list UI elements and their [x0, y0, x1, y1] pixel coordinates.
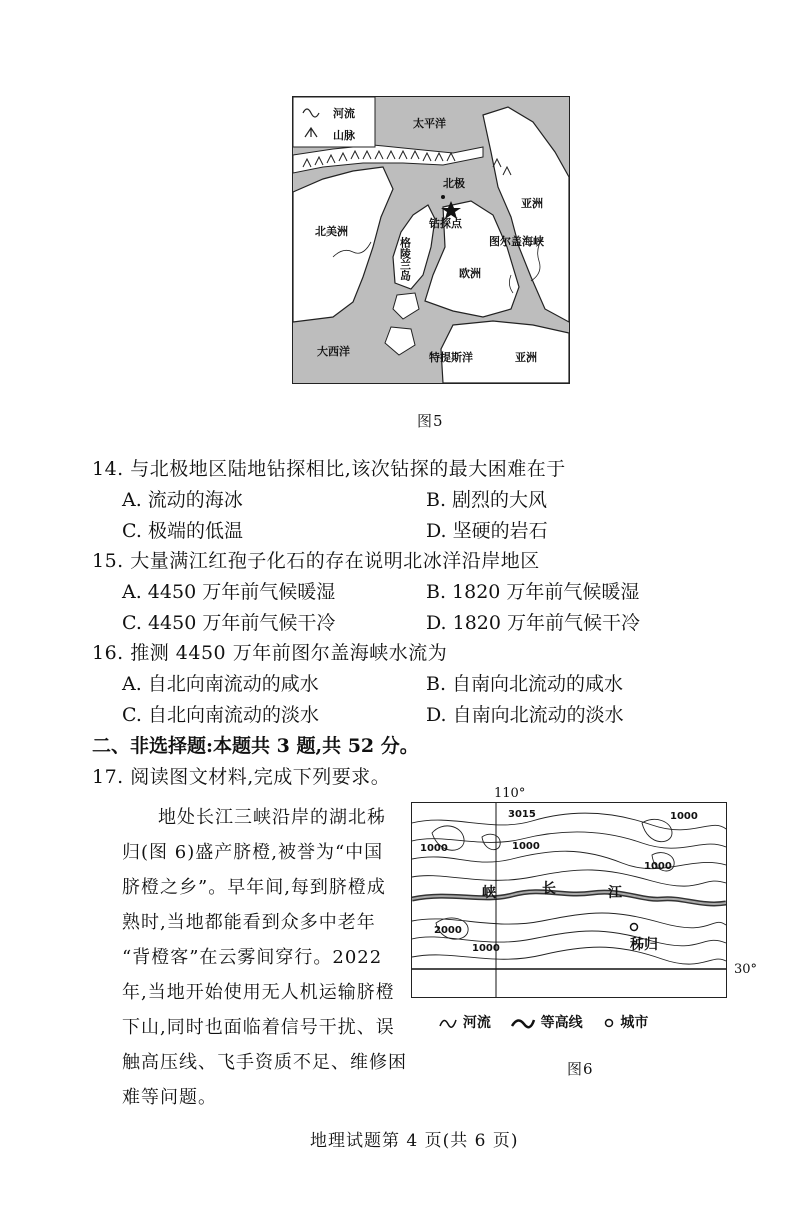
question-14-option-c[interactable]: C. 极端的低温 — [122, 520, 243, 542]
question-14-stem: 14. 与北极地区陆地钻探相比,该次钻探的最大困难在于 — [92, 458, 566, 480]
figure-6-legend — [438, 1012, 648, 1032]
north-pole-marker — [441, 195, 445, 199]
longitude-110-label: 110° — [494, 786, 526, 801]
north-america-label: 北美洲 — [315, 225, 348, 238]
drill-site-label: 钻探点 — [429, 217, 462, 230]
section-2-heading: 二、非选择题:本题共 3 题,共 52 分。 — [92, 735, 419, 757]
elevation-label: 1000 — [512, 841, 540, 852]
tethys-ocean-label: 特提斯洋 — [429, 351, 473, 364]
river-name-char: 江 — [608, 885, 622, 901]
question-15-option-d[interactable]: D. 1820 万年前气候干冷 — [426, 612, 641, 634]
contour-map-svg — [412, 803, 726, 997]
page-footer: 地理试题第 4 页(共 6 页) — [310, 1131, 519, 1151]
question-15-stem: 15. 大量满江红孢子化石的存在说明北冰洋沿岸地区 — [92, 550, 540, 572]
question-16-option-a[interactable]: A. 自北向南流动的咸水 — [122, 673, 319, 695]
question-16-option-d[interactable]: D. 自南向北流动的淡水 — [426, 704, 624, 726]
north-pole-label: 北极 — [443, 177, 465, 190]
legend-river: 河流 — [462, 1015, 491, 1031]
question-16-option-c[interactable]: C. 自北向南流动的淡水 — [122, 704, 319, 726]
atlantic-ocean-label: 大西洋 — [317, 345, 350, 358]
city-legend-icon — [602, 1016, 616, 1030]
question-15-option-c[interactable]: C. 4450 万年前气候干冷 — [122, 612, 336, 634]
passage-line: 熟时,当地都能看到众多中老年 — [122, 912, 376, 933]
arctic-paleo-map — [293, 97, 569, 383]
latitude-30-label: 30° — [734, 962, 758, 977]
legend-contour: 等高线 — [540, 1015, 583, 1031]
legend-mountain-label: 山脉 — [333, 129, 355, 142]
elevation-label: 2000 — [434, 925, 462, 936]
question-15-option-a[interactable]: A. 4450 万年前气候暖湿 — [122, 581, 336, 603]
contour-legend-icon — [510, 1016, 536, 1030]
elevation-label: 1000 — [472, 943, 500, 954]
passage-line: 下山,同时也面临着信号干扰、误 — [122, 1017, 395, 1038]
asia-south-label: 亚洲 — [515, 351, 537, 364]
question-14-option-b[interactable]: B. 剧烈的大风 — [426, 489, 548, 511]
figure-6-caption: 图6 — [567, 1060, 594, 1078]
passage-line: 脐橙之乡”。早年间,每到脐橙成 — [122, 877, 386, 898]
question-17-passage — [122, 800, 412, 1115]
passage-line: 归(图 6)盛产脐橙,被誉为“中国 — [122, 842, 384, 863]
passage-line: 年,当地开始使用无人机运输脐橙 — [122, 982, 395, 1003]
europe-label: 欧洲 — [459, 267, 481, 280]
legend-city: 城市 — [620, 1015, 649, 1031]
question-15-option-b[interactable]: B. 1820 万年前气候暖湿 — [426, 581, 640, 603]
passage-line: 触高压线、飞手资质不足、维修困 — [122, 1052, 407, 1073]
river-legend-icon — [438, 1016, 458, 1030]
greenland-label: 格陵兰岛 — [398, 237, 412, 281]
gorge-label: 峡 — [482, 885, 496, 901]
elevation-label: 1000 — [644, 861, 672, 872]
passage-line: 难等问题。 — [122, 1087, 217, 1108]
elevation-label: 1000 — [670, 811, 698, 822]
figure-5-map — [292, 96, 570, 384]
passage-line: 地处长江三峡沿岸的湖北秭 — [158, 807, 386, 828]
pacific-ocean-label: 太平洋 — [413, 117, 446, 130]
legend-river-label: 河流 — [333, 107, 355, 120]
zigui-city-marker — [631, 924, 638, 931]
river-name-char: 长 — [542, 881, 556, 897]
asia-north-label: 亚洲 — [521, 197, 543, 210]
passage-line: “背橙客”在云雾间穿行。2022 — [122, 947, 383, 968]
elevation-label: 1000 — [420, 843, 448, 854]
elevation-label: 3015 — [508, 809, 536, 820]
question-17-stem: 17. 阅读图文材料,完成下列要求。 — [92, 766, 391, 788]
question-14-option-d[interactable]: D. 坚硬的岩石 — [426, 520, 548, 542]
question-16-stem: 16. 推测 4450 万年前图尔盖海峡水流为 — [92, 642, 448, 664]
turgai-strait-label: 图尔盖海峡 — [489, 235, 544, 248]
question-14-option-a[interactable]: A. 流动的海冰 — [122, 489, 243, 511]
figure-6-contour-map — [411, 802, 727, 998]
zigui-city-label: 秭归 — [630, 937, 658, 953]
figure-5-caption: 图5 — [417, 412, 444, 430]
question-16-option-b[interactable]: B. 自南向北流动的咸水 — [426, 673, 624, 695]
